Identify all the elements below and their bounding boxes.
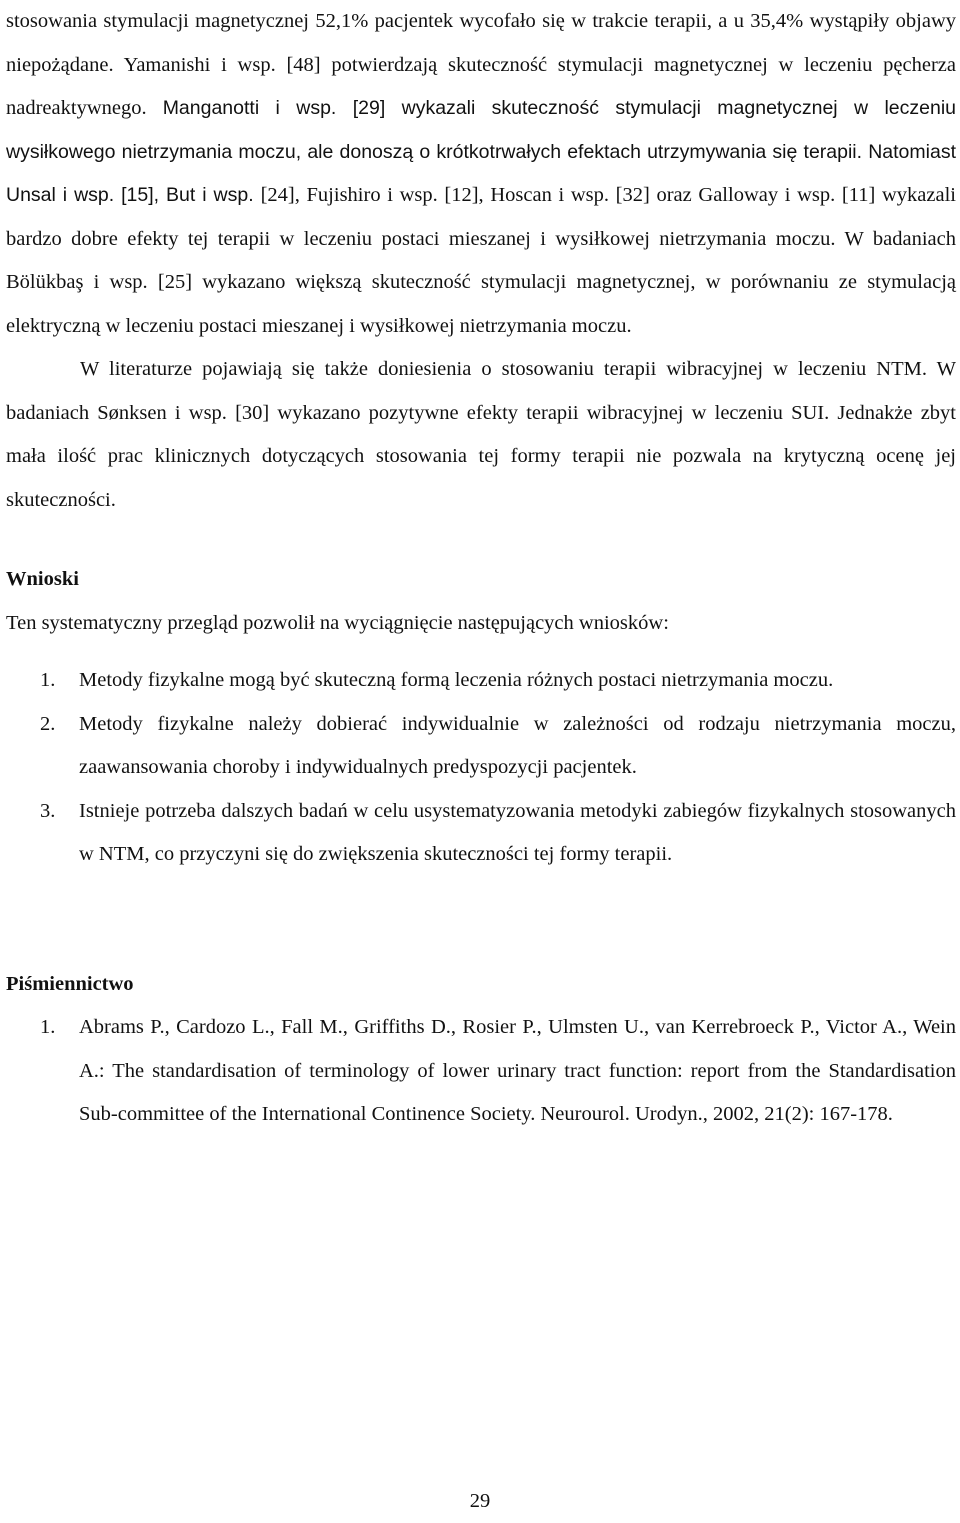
conclusions-list bbox=[6, 659, 956, 877]
list-item bbox=[6, 703, 956, 790]
reference-text: Abrams P., Cardozo L., Fall M., Griffiths D., Rosier P., Ulmsten U., van Kerrebroeck P., Victor A., Wein A.: The standardisation of terminology of lower urinary tract function: report from the Standardisation Sub-committee of the International Continence Society. Neurourol. Urodyn., 2002, 21(2): 167-178. bbox=[79, 1016, 956, 1125]
references-list bbox=[6, 1006, 956, 1137]
paragraph-text-serif-a: stosowania stymulacji magnetycznej 52,1% pacjentek wycofało się w trakcie terapii, a u 35,4% wystąpiły objawy niepożądane. Yamanishi i wsp. [48] potwierdzają skuteczność stymulacji magnetycznej w leczeniu pęcherza nadreaktywnego. bbox=[6, 10, 956, 119]
list-item bbox=[6, 659, 956, 703]
reference-number: 1. bbox=[40, 1016, 56, 1038]
paragraph-text-serif-b: [24], Fujishiro i wsp. [12], Hoscan i wsp. [32] oraz Galloway i wsp. [11] wykazali bardzo dobre efekty tej terapii w leczeniu postaci mieszanej i wysiłkowej nietrzymania moczu. W badaniach Bölükbaş i wsp. [25] wykazano większą skuteczność stymulacji magnetycznej, w porównaniu ze stymulacją elektryczną w leczeniu postaci mieszanej i wysiłkowej nietrzymania moczu. bbox=[6, 184, 956, 337]
page-number: 29 bbox=[469, 1490, 491, 1512]
body-paragraph-magnetic-stimulation bbox=[6, 0, 956, 348]
body-paragraph-vibration-therapy: W literaturze pojawiają się także doniesienia o stosowaniu terapii wibracyjnej w leczeniu NTM. W badaniach Sønksen i wsp. [30] wykazano pozytywne efekty terapii wibracyjnej w leczeniu SUI. Jednakże zbyt mała ilość prac klinicznych dotyczących stosowania tej formy terapii nie pozwala na krytyczną ocenę jej skuteczności. bbox=[6, 358, 956, 511]
page-content bbox=[6, 0, 956, 1137]
list-item-number: 3. bbox=[40, 799, 56, 822]
list-item-number: 2. bbox=[40, 712, 56, 735]
list-item-text: Metody fizykalne należy dobierać indywidualnie w zależności od rodzaju nietrzymania moczu, zaawansowania choroby i indywidualnych predyspozycji pacjentek. bbox=[79, 712, 956, 778]
conclusions-intro: Ten systematyczny przegląd pozwolił na wyciągnięcie następujących wniosków: bbox=[6, 611, 669, 634]
reference-item bbox=[6, 1006, 956, 1137]
paragraph-text-sans: Manganotti i wsp. [29] wykazali skuteczność stymulacji magnetycznej w leczeniu wysiłkowego nietrzymania moczu, ale donoszą o krótkotrwałych efektach utrzymywania się terapii. Natomiast Unsal i wsp. [15], But i wsp. bbox=[6, 97, 956, 206]
list-item-text: Metody fizykalne mogą być skuteczną formą leczenia różnych postaci nietrzymania moczu. bbox=[79, 669, 834, 691]
list-item bbox=[6, 790, 956, 877]
list-item-text: Istnieje potrzeba dalszych badań w celu usystematyzowania metodyki zabiegów fizykalnych stosowanych w NTM, co przyczyni się do zwiększenia skuteczności tej formy terapii. bbox=[79, 799, 956, 865]
references-heading: Piśmiennictwo bbox=[6, 972, 134, 995]
list-item-number: 1. bbox=[40, 669, 56, 691]
conclusions-heading: Wnioski bbox=[6, 568, 79, 590]
